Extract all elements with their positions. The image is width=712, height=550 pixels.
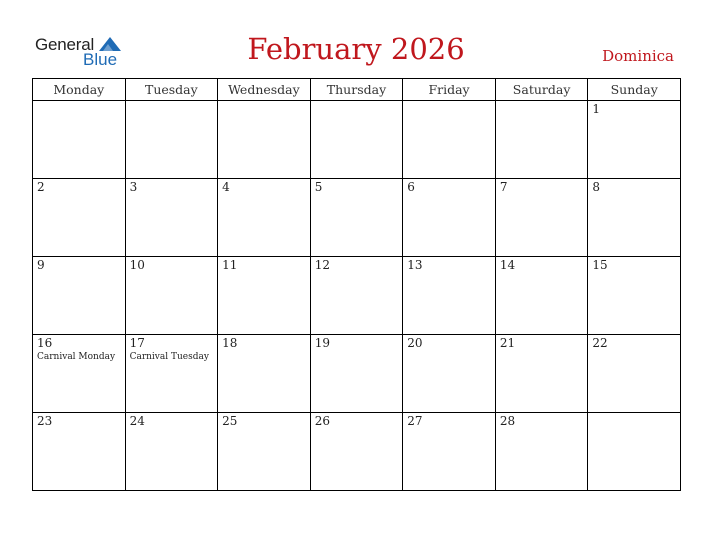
day-number: 18 bbox=[222, 336, 238, 350]
day-cell bbox=[218, 257, 311, 335]
week-row bbox=[33, 257, 681, 335]
day-number: 15 bbox=[592, 258, 608, 272]
weekday-header: Tuesday bbox=[125, 79, 218, 101]
day-cell bbox=[33, 257, 126, 335]
weekday-header: Monday bbox=[33, 79, 126, 101]
day-number: 12 bbox=[314, 258, 330, 272]
day-cell bbox=[588, 257, 681, 335]
logo-text-blue: Blue bbox=[83, 50, 118, 69]
week-row bbox=[33, 179, 681, 257]
day-cell bbox=[310, 257, 403, 335]
day-cell bbox=[218, 179, 311, 257]
day-number bbox=[403, 101, 495, 102]
day-cell bbox=[33, 101, 126, 179]
week-row bbox=[33, 413, 681, 491]
day-cell bbox=[218, 101, 311, 179]
day-cell bbox=[403, 335, 496, 413]
day-cell bbox=[310, 335, 403, 413]
day-number: 16 bbox=[37, 336, 53, 350]
day-cell bbox=[125, 179, 218, 257]
day-cell bbox=[125, 413, 218, 491]
day-number bbox=[33, 101, 125, 102]
day-number: 25 bbox=[222, 414, 238, 428]
day-cell bbox=[125, 257, 218, 335]
day-number: 22 bbox=[592, 336, 608, 350]
weekday-header: Thursday bbox=[310, 79, 403, 101]
logo-text-general: General bbox=[35, 35, 95, 54]
day-cell bbox=[33, 179, 126, 257]
day-cell bbox=[33, 413, 126, 491]
day-number: 17 bbox=[129, 336, 145, 350]
day-cell bbox=[403, 257, 496, 335]
weekday-header: Friday bbox=[403, 79, 496, 101]
day-number bbox=[218, 101, 310, 102]
day-number: 19 bbox=[314, 336, 330, 350]
weekday-header-row bbox=[33, 79, 681, 101]
day-cell bbox=[495, 413, 588, 491]
day-cell bbox=[218, 335, 311, 413]
day-number bbox=[496, 101, 588, 102]
day-number: 6 bbox=[407, 180, 415, 194]
day-cell bbox=[403, 101, 496, 179]
day-number: 13 bbox=[407, 258, 423, 272]
country-label: Dominica bbox=[602, 47, 674, 65]
day-number: 14 bbox=[499, 258, 516, 272]
day-number: 8 bbox=[592, 180, 601, 194]
day-number: 4 bbox=[222, 180, 230, 194]
day-cell bbox=[125, 335, 218, 413]
day-cell bbox=[310, 179, 403, 257]
day-number: 27 bbox=[407, 414, 423, 428]
week-row bbox=[33, 101, 681, 179]
day-cell bbox=[495, 101, 588, 179]
day-number bbox=[126, 101, 218, 102]
day-number: 21 bbox=[499, 336, 516, 350]
holiday-label: Carnival Monday bbox=[37, 352, 116, 362]
page-title: February 2026 bbox=[247, 32, 465, 66]
day-cell bbox=[495, 335, 588, 413]
day-number bbox=[588, 413, 680, 414]
day-number: 11 bbox=[222, 258, 238, 272]
weekday-header: Wednesday bbox=[218, 79, 311, 101]
day-number: 10 bbox=[129, 258, 145, 272]
day-number: 2 bbox=[37, 180, 45, 194]
holiday-label: Carnival Tuesday bbox=[129, 352, 209, 362]
day-cell bbox=[588, 101, 681, 179]
day-cell bbox=[588, 335, 681, 413]
day-number: 1 bbox=[592, 102, 601, 116]
day-cell bbox=[310, 413, 403, 491]
day-cell bbox=[403, 179, 496, 257]
day-cell bbox=[125, 101, 218, 179]
day-number: 23 bbox=[37, 414, 53, 428]
day-cell bbox=[588, 179, 681, 257]
day-cell bbox=[218, 413, 311, 491]
day-number: 24 bbox=[129, 414, 145, 428]
day-number: 20 bbox=[407, 336, 423, 350]
day-number bbox=[311, 101, 403, 102]
day-cell bbox=[310, 101, 403, 179]
weekday-header: Saturday bbox=[495, 79, 588, 101]
day-number: 9 bbox=[37, 258, 45, 272]
calendar-body bbox=[33, 101, 681, 491]
day-cell bbox=[588, 413, 681, 491]
day-cell bbox=[33, 335, 126, 413]
day-number: 28 bbox=[499, 414, 516, 428]
day-number: 5 bbox=[314, 180, 323, 194]
day-cell bbox=[495, 179, 588, 257]
day-number: 3 bbox=[129, 180, 138, 194]
weekday-header: Sunday bbox=[588, 79, 681, 101]
calendar-grid bbox=[32, 78, 681, 491]
day-cell bbox=[403, 413, 496, 491]
day-number: 26 bbox=[314, 414, 330, 428]
week-row bbox=[33, 335, 681, 413]
day-cell bbox=[495, 257, 588, 335]
day-number: 7 bbox=[499, 180, 508, 194]
